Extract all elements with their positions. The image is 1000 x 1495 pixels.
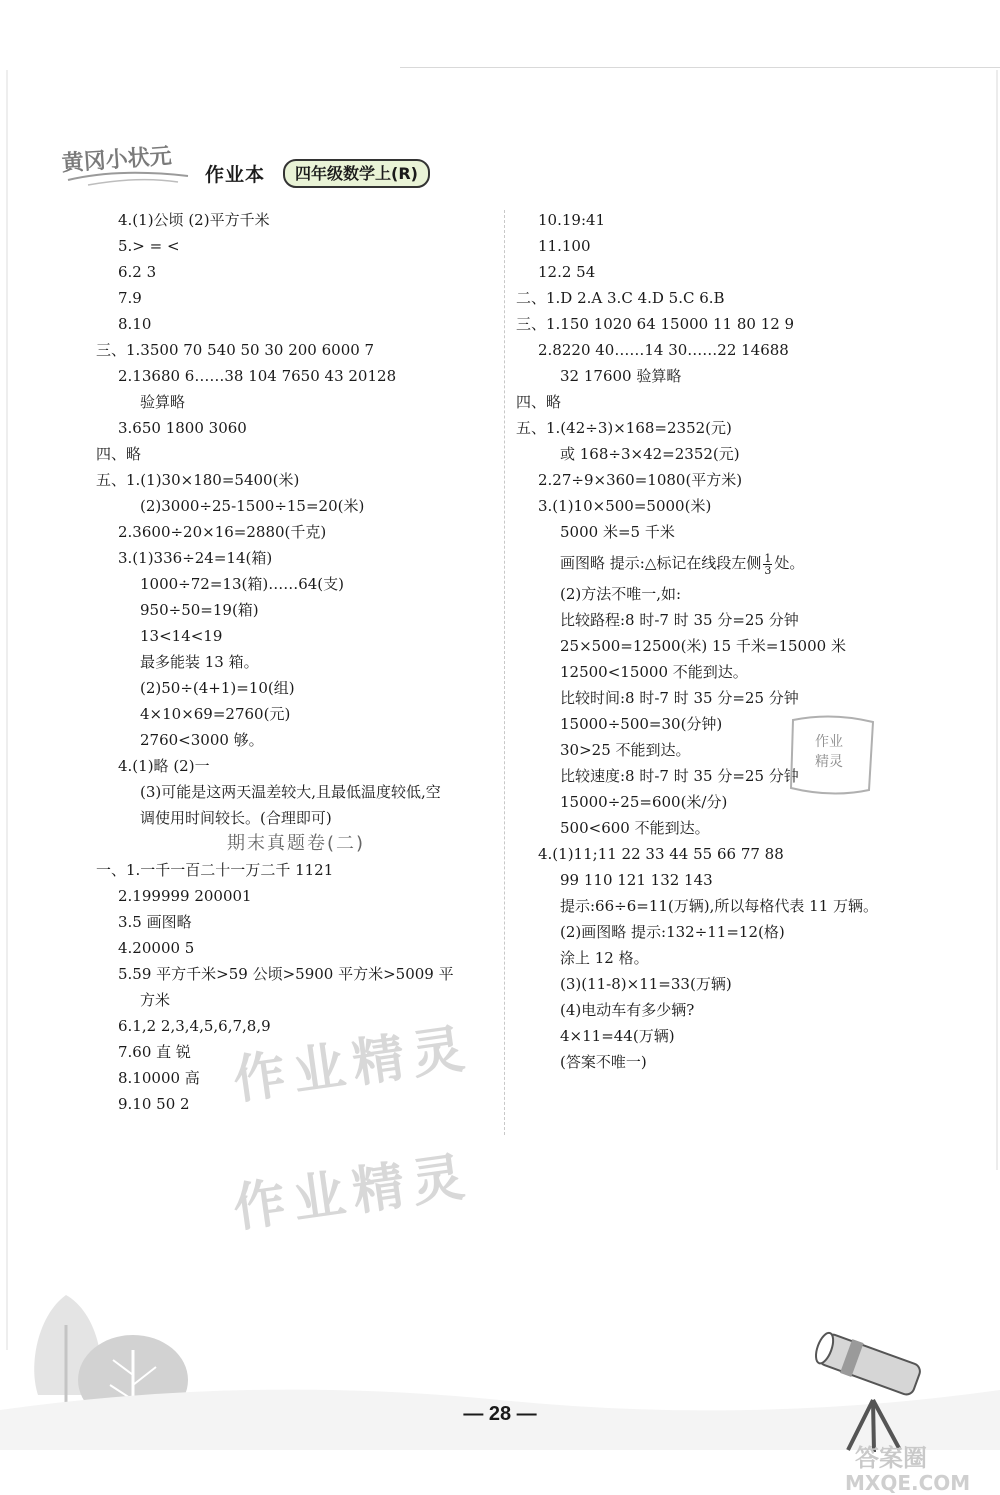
answer-line: 验算略 (140, 393, 186, 411)
top-rule (400, 67, 1000, 68)
answer-line: 5.59 平方千米>59 公顷>5900 平方米>5009 平 (118, 965, 454, 983)
answer-line: 方米 (140, 991, 171, 1009)
answer-line: 比较速度:8 时-7 时 35 分=25 分钟 (560, 767, 799, 785)
answer-line: 5.> = < (118, 237, 180, 255)
answer-line: 2.13680 6……38 104 7650 43 20128 (118, 367, 397, 385)
section-title: 期末真题卷(二) (226, 833, 366, 854)
answer-line: 最多能装 13 箱。 (140, 653, 259, 671)
answer-line: (3)(11-8)×11=33(万辆) (560, 975, 732, 993)
answer-line: 12500<15000 不能到达。 (560, 663, 748, 681)
answer-line: 9.10 50 2 (118, 1095, 190, 1113)
stamp-seal (785, 710, 880, 800)
answer-line: 比较时间:8 时-7 时 35 分=25 分钟 (560, 689, 799, 707)
answer-line: 1000÷72=13(箱)……64(支) (140, 575, 344, 593)
stamp-text: 作业 (815, 734, 843, 750)
answer-line: 3.650 1800 3060 (118, 419, 247, 437)
answer-line: 2.27÷9×360=1080(平方米) (538, 471, 743, 489)
answer-line: 13<14<19 (140, 627, 223, 645)
answer-line: 3.(1)336÷24=14(箱) (118, 549, 273, 567)
answer-line: 四、略 (96, 445, 142, 463)
corner-watermark-url: MXQE.COM (845, 1471, 971, 1495)
answer-line: 4.(1)11;11 22 33 44 55 66 77 88 (538, 845, 784, 863)
answer-line: 4×11=44(万辆) (560, 1027, 675, 1045)
answer-line: (答案不唯一) (560, 1053, 647, 1071)
answer-line: 2760<3000 够。 (140, 731, 264, 749)
answer-line: 调使用时间较长。(合理即可) (140, 809, 332, 827)
answer-line: 五、1.(1)30×180=5400(米) (96, 471, 300, 489)
answer-line: 三、1.150 1020 64 15000 11 80 12 9 (516, 315, 795, 333)
stamp-text: 精灵 (815, 754, 843, 770)
answer-line: 5000 米=5 千米 (560, 523, 675, 541)
answer-line: 4.(1)略 (2)一 (118, 757, 210, 775)
answer-line: 8.10 (118, 315, 152, 333)
answer-line: 2.3600÷20×16=2880(千克) (118, 523, 327, 541)
answer-line: 10.19:41 (538, 211, 606, 229)
answer-line: 比较路程:8 时-7 时 35 分=25 分钟 (560, 611, 799, 629)
fraction-denominator: 3 (764, 563, 772, 577)
hint-line (516, 545, 916, 581)
hint-text-end: 处。 (774, 554, 805, 572)
answer-line: 4×10×69=2760(元) (140, 705, 291, 723)
answer-line: 提示:66÷6=11(万辆),所以每格代表 11 万辆。 (560, 897, 879, 915)
answer-line: 6.1,2 2,3,4,5,6,7,8,9 (118, 1017, 271, 1035)
hint-text: 画图略 提示:△标记在线段左侧 (560, 554, 762, 572)
answer-line: (2)50÷(4+1)=10(组) (140, 679, 295, 697)
answer-line: 4.(1)公顷 (2)平方千米 (118, 211, 270, 229)
answer-line: 4.20000 5 (118, 939, 195, 957)
answer-line: 25×500=12500(米) 15 千米=15000 米 (560, 637, 846, 655)
watermark-text: 作业精灵 (229, 1017, 476, 1112)
answer-line: 2.8220 40……14 30……22 14688 (538, 341, 789, 359)
answer-line: 一、1.一千一百二十一万二千 1121 (96, 861, 334, 879)
answer-line: 950÷50=19(箱) (140, 601, 259, 619)
answer-line: 三、1.3500 70 540 50 30 200 6000 7 (96, 341, 375, 359)
brand-logo-text: 黄冈小状元 (60, 143, 173, 177)
answer-line: 3.5 画图略 (118, 913, 192, 931)
answer-line: 五、1.(42÷3)×168=2352(元) (516, 419, 732, 437)
answer-line: 11.100 (538, 237, 591, 255)
corner-watermark-logo: 答案圈 (855, 1444, 927, 1472)
answer-line: 四、略 (516, 393, 562, 411)
fraction-numerator: 1 (764, 551, 772, 565)
watermark-text: 作业精灵 (229, 1145, 476, 1240)
answer-line: 8.10000 高 (118, 1069, 200, 1087)
answer-line: 32 17600 验算略 (560, 367, 682, 385)
answer-line: 500<600 不能到达。 (560, 819, 710, 837)
answer-line: 15000÷25=600(米/分) (560, 793, 728, 811)
answer-line: 7.9 (118, 289, 142, 307)
answer-line: (2)方法不唯一,如: (560, 585, 682, 603)
right-column (516, 207, 916, 1075)
answer-line: (2)画图略 提示:132÷11=12(格) (560, 923, 785, 941)
answer-line: 15000÷500=30(分钟) (560, 715, 723, 733)
answer-line: 2.199999 200001 (118, 887, 252, 905)
answer-line: 6.2 3 (118, 263, 157, 281)
answer-line: 或 168÷3×42=2352(元) (560, 445, 740, 463)
answer-line: 二、1.D 2.A 3.C 4.D 5.C 6.B (516, 289, 725, 307)
answer-line: 30>25 不能到达。 (560, 741, 691, 759)
left-column (96, 207, 496, 1117)
right-edge-shadow (996, 70, 998, 1170)
answer-line: 涂上 12 格。 (560, 949, 649, 967)
answer-line: 12.2 54 (538, 263, 596, 281)
fraction (763, 553, 772, 576)
corner-watermark (815, 1440, 995, 1495)
brand-logo (58, 138, 198, 190)
answer-line: (2)3000÷25-1500÷15=20(米) (140, 497, 365, 515)
answer-line: 7.60 直 锐 (118, 1043, 191, 1061)
workbook-title: 作业本 (205, 164, 266, 186)
answer-line: (3)可能是这两天温差较大,且最低温度较低,空 (140, 783, 441, 801)
grade-badge: 四年级数学上(R) (283, 159, 430, 188)
answer-line: 99 110 121 132 143 (560, 871, 713, 889)
column-divider (504, 210, 505, 1135)
page-number: — 28 — (463, 1403, 537, 1425)
telescope-icon (808, 1330, 938, 1455)
left-edge-shadow (6, 70, 8, 1350)
answer-line: 3.(1)10×500=5000(米) (538, 497, 712, 515)
answer-line: (4)电动车有多少辆? (560, 1001, 695, 1019)
